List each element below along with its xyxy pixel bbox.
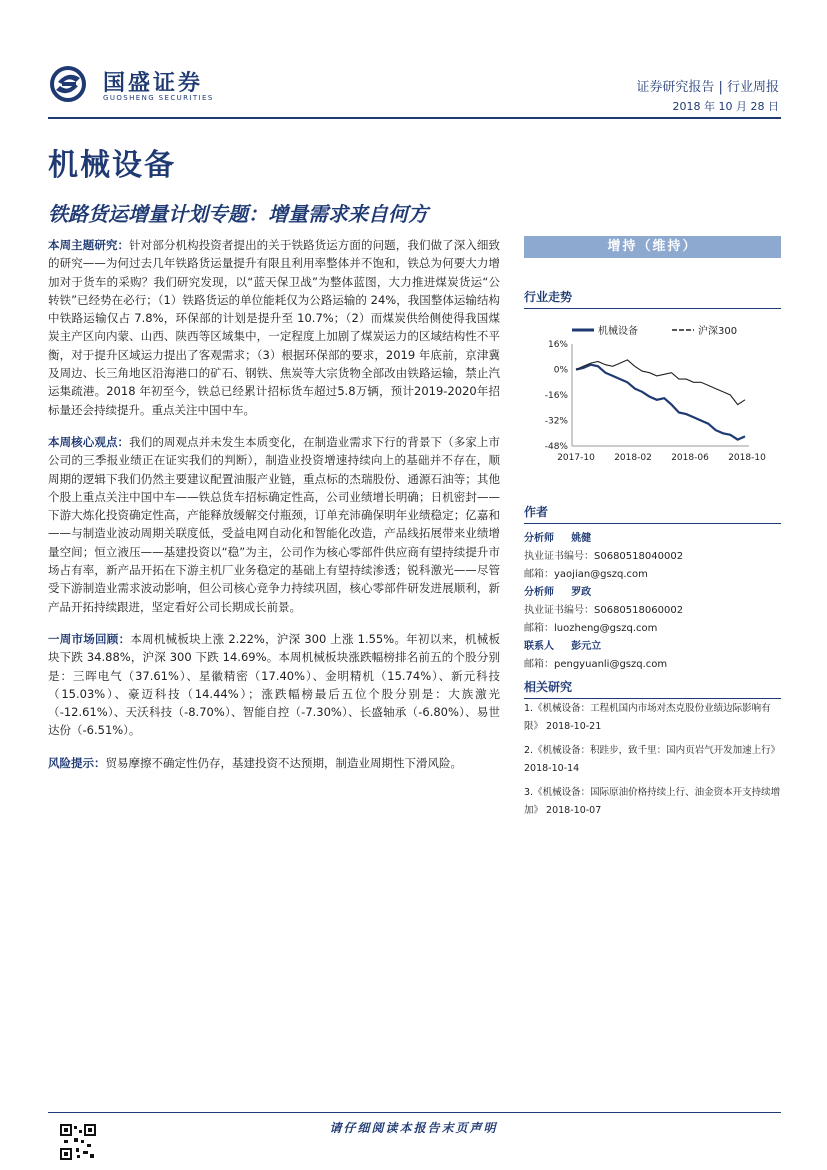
brand-name-en: GUOSHENG SECURITIES [103,94,214,102]
paragraph-label: 一周市场回顾： [48,631,131,646]
report-title: 铁路货运增量计划专题：增量需求来自何方 [48,202,428,226]
cert-label: 执业证书编号： [524,551,594,562]
industry-trend-chart [524,316,781,466]
related-item[interactable] [524,742,781,778]
y-tick-label: -16% [544,391,568,401]
series-line-machinery [576,365,745,440]
analyst-list [524,530,781,674]
paragraph-text: 贸易摩擦不确定性仍存，基建投资不达预期，制造业周期性下滑风险。 [105,755,462,770]
related-date: 2018-10-07 [546,805,602,816]
paragraph-text: 本周机械板块上涨 2.22%，沪深 300 上涨 1.55%。年初以来，机械板块下跌 34.88%，沪深 300 下跌 14.69%。本周机械板块涨跌幅榜排名前五的个股分别是：三晖电气（37.61%）、星徽精密（17.40%）、金明精机（15.74%）、新元科技（15.03%）、豪迈科技（14.44%）；涨跌幅榜最后五位个股分别是：大族激光（-12.61%）、天沃科技（-8.70%）、智能自控（-7.30%）、长盛轴承（-6.80%）、易世达份（-6.51%）。 [48,631,500,738]
section-title-related: 相关研究 [524,678,781,699]
cert-label: 执业证书编号： [524,605,594,616]
email-label: 邮箱： [524,659,554,670]
contact-person [524,638,781,674]
related-item[interactable] [524,700,781,736]
email-label: 邮箱： [524,569,554,580]
related-title: 1.《机械设备：工程机国内市场对杰克股份业绩边际影响有限》 [524,703,771,732]
paragraph-label: 本周主题研究： [48,238,130,252]
footer-divider [48,1112,781,1113]
core-view-paragraph [48,433,500,616]
legend-label: 机械设备 [598,326,638,337]
section-title-authors: 作者 [524,503,781,524]
paragraph-label: 本周核心观点： [48,434,130,449]
analyst-role: 分析师 [524,587,554,598]
market-review-paragraph [48,630,500,740]
x-tick-label: 2018-06 [671,453,709,463]
cert-number: S0680518060002 [594,605,684,616]
legend-label: 沪深300 [698,326,738,337]
analyst-name: 罗政 [571,587,592,598]
y-tick-label: 0% [553,365,568,376]
theme-research-paragraph [48,236,500,419]
paragraph-text: 我们的周观点并未发生本质变化，在制造业需求下行的背景下（多家上市公司的三季报业绩正在证实我们的判断），制造业投资增速持续向上的基础并不存在，顺周期的逻辑下我们仍然主要建议配置油服产业链，重点标的杰瑞股份、通源石油等；其他个股上重点关注中国中车——铁总货车招标确定性高，公司业绩增长明确；日机密封——下游大炼化投资确定性高，产能释放缓解交付瓶颈，订单充沛确保明年业绩稳定；亿嘉和——与制造业波动周期关联度低，受益电网自动化和智能化改造，产品线拓展带来业绩增量空间；恒立液压——基建投资以“稳”为主，公司作为核心零部件供应商有望持续提升市场占有率，新产品开拓在下游主机厂业务稳定的基础上有望持续渗透；锐科激光——尽管受下游制造业需求波动影响，但公司核心竞争力持续巩固，核心零部件研发进展顺利，新产品开拓持续跟进，坚定看好公司长期成长前景。 [48,434,501,614]
related-title: 3.《机械设备：国际原油价格持续上行、油金资本开支持续增加》 [524,787,781,816]
guosheng-logo-icon [50,66,96,102]
report-type: 证券研究报告 | 行业周报 [636,80,779,95]
report-date: 2018 年 10 月 28 日 [672,100,779,113]
related-item[interactable] [524,784,781,820]
y-tick-label: -48% [544,442,568,452]
paragraph-text: 针对部分机构投资者提出的关于铁路货运方面的问题，我们做了深入细致的研究——为何过去几年铁路货运量提升有限且利用率整体并不饱和，铁总为何要大力增加对于货车的采购？我们研究发现，以“蓝天保卫战”为整体蓝图，大力推进煤炭货运“公转铁”已经势在必行；（1）铁路货运的单位能耗仅为公路运输的 24%，我国整体运输结构中铁路运输仅占 7.8%，环保部的计划是提升至 10.7%；（2）而煤炭供给侧使得我国煤炭主产区向内蒙、山西、陕西等区域集中，一定程度上加剧了煤炭运力的区域结构性不平衡，对于提升区域运力提出了客观需求；（3）根据环保部的要求，2019 年底前，京津冀及周边、长三角地区沿海港口的矿石、钢铁、焦炭等大宗货物全部改由铁路运输，禁止汽运集疏港。2018 年初至今，铁总已经累计招标货车超过5.8万辆，预计2019-2020年招标量还会持续提升。重点关注中国中车。 [48,238,501,417]
x-tick-label: 2017-10 [557,453,595,463]
contact-role: 联系人 [524,641,554,652]
analyst-email[interactable]: luozheng@gszq.com [554,623,658,634]
analyst-email[interactable]: yaojian@gszq.com [554,569,648,580]
analyst-2 [524,584,781,638]
email-label: 邮箱： [524,623,554,634]
rating-badge: 增持（维持） [524,236,781,258]
x-tick-label: 2018-02 [614,453,652,463]
report-body [48,236,500,786]
related-date: 2018-10-14 [524,763,580,774]
y-tick-label: 16% [547,340,568,350]
analyst-name: 姚健 [571,533,592,544]
cert-number: S0680518040002 [594,551,684,562]
x-tick-label: 2018-10 [728,453,766,463]
related-research-list [524,700,781,826]
analyst-1 [524,530,781,584]
header-divider [48,117,781,119]
related-title: 2.《机械设备：积跬步，致千里：国内页岩气开发加速上行》 [524,745,781,756]
industry-title: 机械设备 [48,148,176,183]
analyst-role: 分析师 [524,533,554,544]
risk-paragraph [48,754,500,772]
footer-disclaimer: 请仔细阅读本报告末页声明 [329,1121,498,1135]
paragraph-label: 风险提示： [48,755,106,770]
section-title-trend: 行业走势 [524,288,781,309]
related-date: 2018-10-21 [546,721,602,732]
brand-name: 国盛证券 [103,71,204,96]
contact-name: 彭元立 [571,641,602,652]
y-tick-label: -32% [544,416,568,427]
contact-email[interactable]: pengyuanli@gszq.com [554,659,668,670]
